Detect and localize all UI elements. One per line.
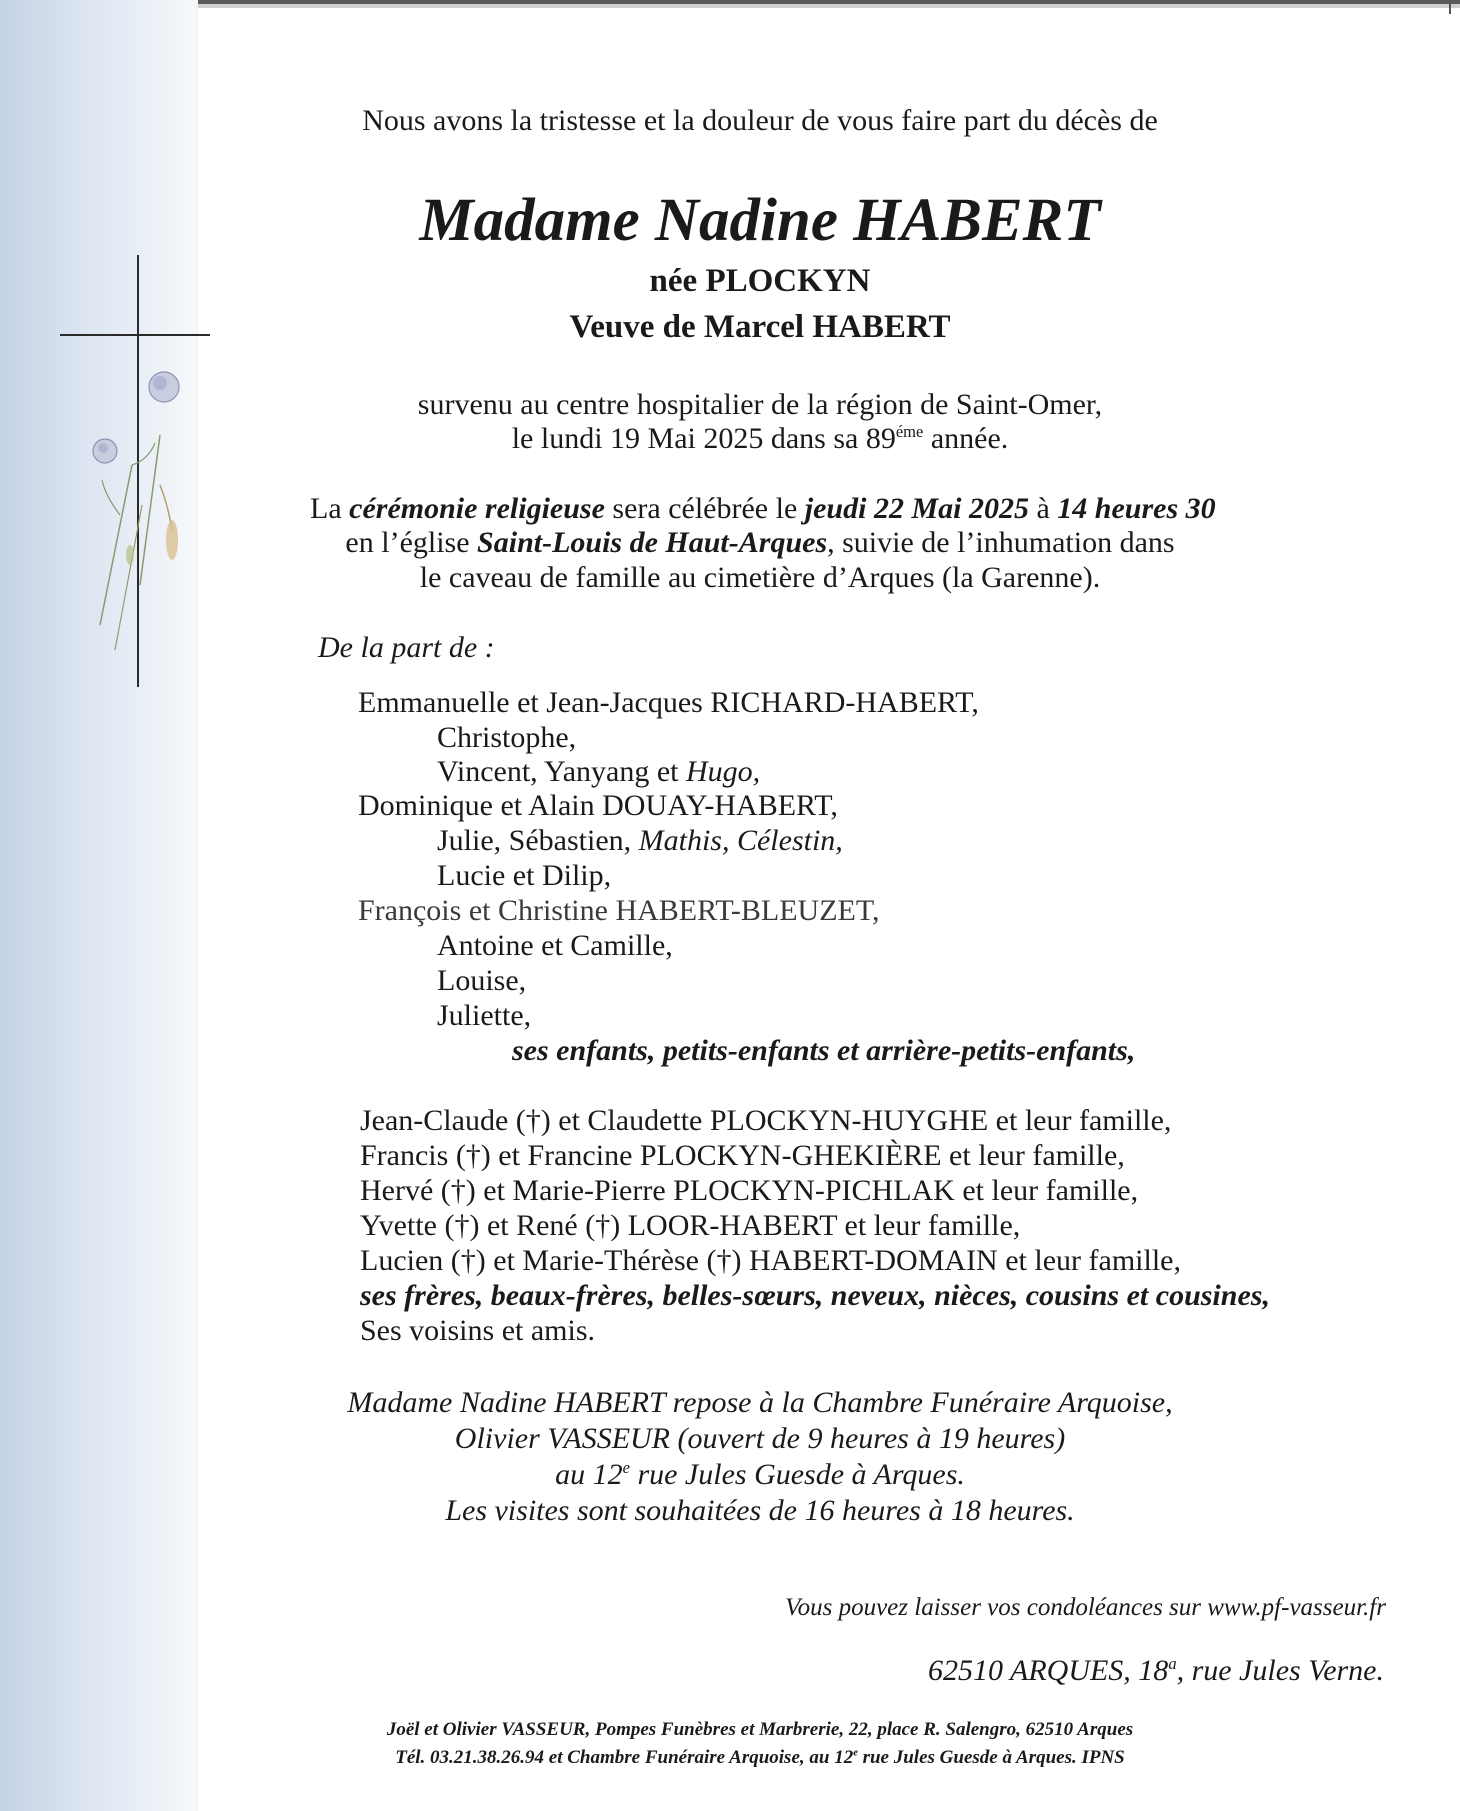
family-line: Louise, [437,964,527,997]
sibling-line: Francis (†) et Francine PLOCKYN-GHEKIÈRE et leur famille, [360,1139,1125,1172]
intro-text: Nous avons la tristesse et la douleur de vous faire part du décès de [362,104,1158,137]
sibling-line: Jean-Claude (†) et Claudette PLOCKYN-HUYGHE et leur famille, [360,1104,1172,1137]
sibling-line: Hervé (†) et Marie-Pierre PLOCKYN-PICHLAK et leur famille, [360,1174,1139,1207]
family-line: Christophe, [437,721,577,754]
widow-of: Veuve de Marcel HABERT [569,309,951,345]
family-line: Juliette, [437,999,532,1032]
family-line: Vincent, Yanyang et Hugo, [437,755,761,788]
family-line: Julie, Sébastien, Mathis, Célestin, [437,824,843,857]
sibling-line: Lucien (†) et Marie-Thérèse (†) HABERT-DOMAIN et leur famille, [360,1244,1181,1277]
ceremony-line-3: le caveau de famille au cimetière d’Arques (la Garenne). [419,561,1101,594]
neighbors-line: Ses voisins et amis. [360,1314,596,1347]
maiden-name: née PLOCKYN [649,263,871,299]
top-border-shadow [0,4,1460,8]
from-label: De la part de : [318,631,495,664]
corner-mark [1449,0,1451,14]
family-line: François et Christine HABERT-BLEUZET, [358,894,880,927]
rest-line: au 12e rue Jules Guesde à Arques. [555,1458,965,1491]
rest-line: Olivier VASSEUR (ouvert de 9 heures à 19 heures) [454,1422,1066,1455]
deceased-name: Madame Nadine HABERT [419,187,1101,254]
siblings-summary: ses frères, beaux-frères, belles-sœurs, neveux, nièces, cousins et cousines, [360,1279,1270,1312]
ceremony-line-2: en l’église Saint-Louis de Haut-Arques, suivie de l’inhumation dans [345,526,1175,559]
family-line: Emmanuelle et Jean-Jacques RICHARD-HABERT, [358,686,979,719]
rest-line: Madame Nadine HABERT repose à la Chambre Funéraire Arquoise, [347,1386,1173,1419]
death-place-line: survenu au centre hospitalier de la région de Saint-Omer, [417,388,1103,421]
family-line: Antoine et Camille, [437,929,673,962]
family-line: Dominique et Alain DOUAY-HABERT, [358,789,838,822]
death-date-line: le lundi 19 Mai 2025 dans sa $89^{éme}$ année. [511,422,1009,455]
family-line: Lucie et Dilip, [437,859,612,892]
footer-line-2: Tél. 03.21.38.26.94 et Chambre Funéraire Arquoise, au 12e rue Jules Guesde à Arques. IPNS [395,1747,1125,1768]
children-summary: ses enfants, petits-enfants et arrière-petits-enfants, [512,1034,1136,1067]
funeral-home-address: 62510 ARQUES, 18$^a$, rue Jules Verne. [928,1654,1384,1687]
visits-line: Les visites sont souhaitées de 16 heures à 18 heures. [445,1494,1075,1527]
footer-line-1: Joël et Olivier VASSEUR, Pompes Funèbres et Marbrerie, 22, place R. Salengro, 62510 Arques [386,1719,1134,1740]
sibling-line: Yvette (†) et René (†) LOOR-HABERT et leur famille, [360,1209,1021,1242]
condolences-line: Vous pouvez laisser vos condoléances sur www.pf-vasseur.fr [785,1594,1386,1621]
ceremony-line-1: La cérémonie religieuse sera célébrée le jeudi 22 Mai 2025 à 14 heures 30 [310,492,1216,525]
cross-with-flowers-icon [60,255,220,695]
